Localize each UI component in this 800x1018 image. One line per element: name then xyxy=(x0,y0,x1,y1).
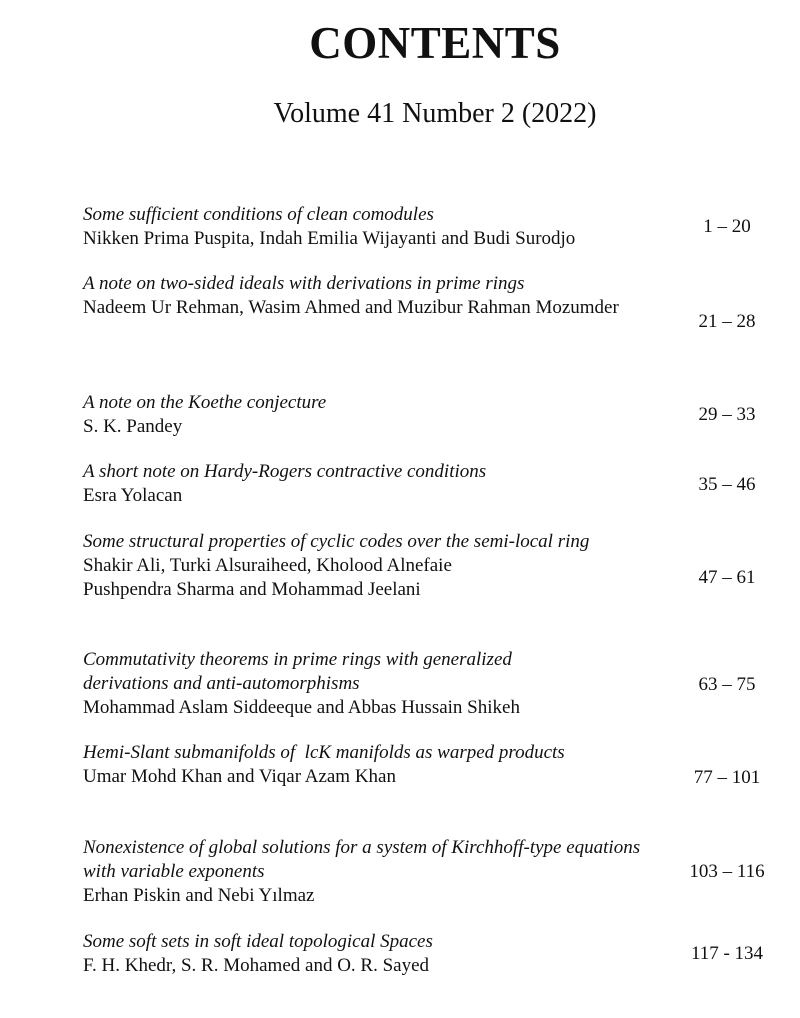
page-range: 29 – 33 xyxy=(698,404,756,425)
article-title: A short note on Hardy-Rogers contractive conditions xyxy=(83,461,487,482)
article-title: A note on two-sided ideals with derivations in prime rings xyxy=(83,273,525,294)
page-range: 35 – 46 xyxy=(698,474,756,495)
article-authors: Nadeem Ur Rehman, Wasim Ahmed and Muzibur Rahman Mozumder xyxy=(83,297,619,318)
page-range: 21 – 28 xyxy=(698,311,756,332)
page-range: 103 – 116 xyxy=(689,861,765,882)
page-range: 77 – 101 xyxy=(693,767,761,788)
article-title: Hemi-Slant submanifolds of lcK manifolds as warped products xyxy=(83,742,565,763)
page-title: CONTENTS xyxy=(309,18,561,68)
toc-entry xyxy=(83,836,643,908)
toc-entry xyxy=(83,930,683,978)
article-authors: F. H. Khedr, S. R. Mohamed and O. R. Sayed xyxy=(83,955,430,976)
article-title: Some sufficient conditions of clean comodules xyxy=(83,204,434,225)
article-authors: Shakir Ali, Turki Alsuraiheed, Kholood Alnefaie Pushpendra Sharma and Mohammad Jeelani xyxy=(83,555,452,600)
page-range: 63 – 75 xyxy=(698,674,756,695)
toc-entry xyxy=(83,391,683,439)
article-title: Some structural properties of cyclic codes over the semi-local ring xyxy=(83,531,590,552)
article-title: Commutativity theorems in prime rings with generalized derivations and anti-automorphisms xyxy=(83,649,512,694)
toc-entry xyxy=(83,741,683,789)
article-authors: S. K. Pandey xyxy=(83,416,183,437)
toc-entry xyxy=(83,648,583,720)
article-authors: Umar Mohd Khan and Viqar Azam Khan xyxy=(83,766,396,787)
article-authors: Mohammad Aslam Siddeeque and Abbas Hussain Shikeh xyxy=(83,697,520,718)
toc-entry xyxy=(83,460,683,508)
article-title: A note on the Koethe conjecture xyxy=(83,392,327,413)
toc-entry xyxy=(83,272,683,320)
article-title: Some soft sets in soft ideal topological Spaces xyxy=(83,931,433,952)
article-authors: Nikken Prima Puspita, Indah Emilia Wijayanti and Budi Surodjo xyxy=(83,228,576,249)
page-range: 1 – 20 xyxy=(703,216,751,237)
article-authors: Erhan Piskin and Nebi Yılmaz xyxy=(83,885,315,906)
page-range: 47 – 61 xyxy=(698,567,756,588)
article-authors: Esra Yolacan xyxy=(83,485,183,506)
toc-entry xyxy=(83,203,683,251)
volume-subtitle: Volume 41 Number 2 (2022) xyxy=(273,98,597,129)
toc-entry xyxy=(83,530,623,602)
page-range: 117 - 134 xyxy=(690,943,764,964)
article-title: Nonexistence of global solutions for a system of Kirchhoff-type equations with variable exponents xyxy=(83,837,641,882)
